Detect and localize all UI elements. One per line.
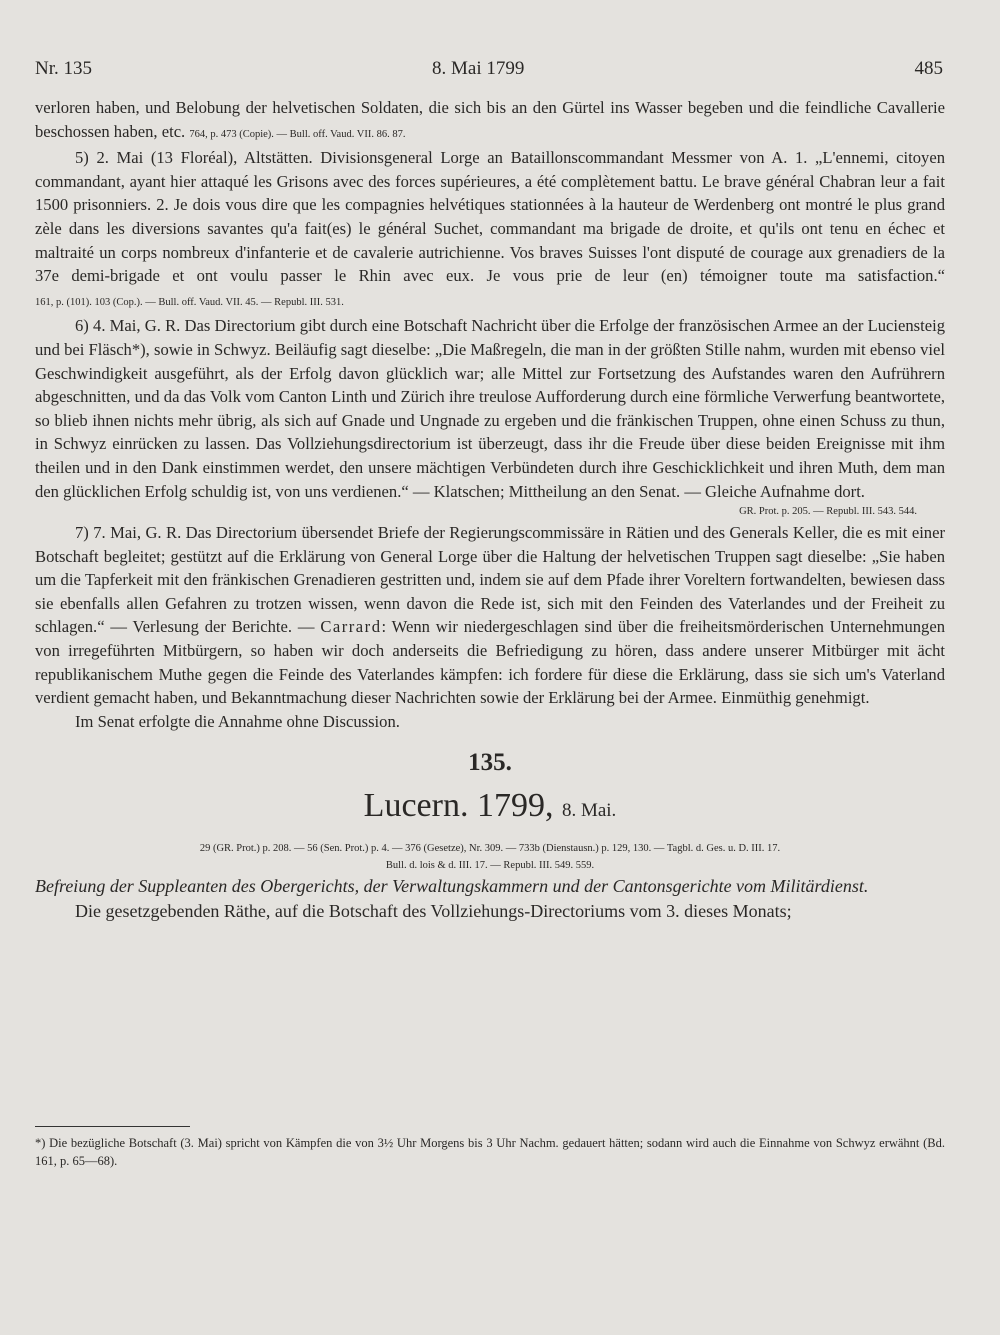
document-subject: Befreiung der Suppleanten des Obergerichts, der Verwaltungskammern und der Cantonsgerichte vom Militärdienst.: [35, 876, 869, 897]
document-number: 135.: [468, 749, 512, 777]
citation: 161, p. (101). 103 (Cop.). — Bull. off. Vaud. VII. 45. — Republ. III. 531.: [35, 296, 344, 308]
header-left: Nr. 135: [35, 58, 92, 79]
document-place-date: [35, 783, 945, 834]
speaker-name: Carrard: [320, 617, 382, 637]
main-text: [35, 96, 945, 924]
paragraph-continued: [35, 96, 945, 146]
paragraph-text: 7) 7. Mai, G. R. Das Directorium übersendet Briefe der Regierungscommissäre in Rätien und des Generals Keller, die es mit einer Botschaft begleitet; gestützt auf die Erklärung von General Lorge über die Haltung der helvetischen Truppen sagt dieselbe: „Sie haben um die Tapferkeit mit den fränkischen Grenadieren gestritten und, indem sie auf dem Pfade ihrer Voreltern fortwandelten, bewiesen dass sie ebenfalls allen Gefahren zu trotzen wissen, wenn davon die Rede ist, sich mit den Feinden des Vaterlandes und der Freiheit zu schlagen.“ — Verlesung der Berichte. —: [35, 523, 945, 637]
footnote-rule: [35, 1126, 190, 1127]
document-date: 8. Mai.: [561, 800, 617, 822]
source-references: [35, 840, 945, 874]
header-date: 8. Mai 1799: [432, 58, 525, 79]
paragraph-text: : Wenn wir niedergeschlagen sind über die freiheitsmörderischen Unternehmungen von irregeführten Mitbürgern, so haben wir doch anderseits die Befriedigung zu hören, dass andere unserer Mitbürger mit ächt republikanischem Muthe gegen die Feinde des Vaterlandes kämpfen: ich fordere für diese die Erklärung, dass sie sich um's Vaterland verdient gemacht haben, und Bekanntmachung dieser Nachrichten sowie der Erklärung bei der Armee. Einmüthig genehmigt.: [35, 617, 945, 708]
paragraph-text: verloren haben, und Belobung der helvetischen Soldaten, die sich bis an den Gürtel ins Wasser begeben und die feindliche Cavallerie beschossen haben, etc.: [35, 98, 945, 141]
paragraph-7: [35, 521, 945, 710]
paragraph-senate: Im Senat erfolgte die Annahme ohne Discussion.: [75, 711, 400, 731]
opening-text: Die gesetzgebenden Räthe, auf die Botschaft des Vollziehungs-Directoriums vom 3. dieses Monats;: [75, 901, 792, 922]
paragraph-text: 5) 2. Mai (13 Floréal), Altstätten. Divisionsgeneral Lorge an Bataillonscommandant Messmer von A. 1. „L'ennemi, citoyen commandant, ayant hier attaqué les Grisons avec des forces supérieures, a été complètement battu. Le brave général Chabran leur a fait 1500 prisonniers. 2. Je dois vous dire que les compagnies helvétiques stationnées à la hauteur de Werdenberg ont montré le plus grand zèle dans les diversions savantes qu'a fait(es) le général Suchet, commandant ma brigade de droite, et qu'ils ont tenu en échec et maltraité un corps nombreux d'infanterie et de cavalerie autrichienne. Vos braves Suisses l'ont disputé de courage aux grenadiers de la 37e demi-brigade et ont voulu passer le Rhin avec eux. Je vous prie de leur (en) témoigner toute ma satisfaction.“: [35, 148, 945, 286]
references-line: Bull. d. lois & d. III. 17. — Republ. III. 549. 559.: [385, 860, 595, 872]
place-year: Lucern. 1799,: [363, 787, 554, 825]
citation: 764, p. 473 (Copie). — Bull. off. Vaud. VII. 86. 87.: [189, 128, 406, 140]
references-line: 29 (GR. Prot.) p. 208. — 56 (Sen. Prot.) p. 4. — 376 (Gesetze), Nr. 309. — 733b (Dienstausn.) p. 129, 130. — Tagbl. d. Ges. u. D. III. 17.: [199, 843, 781, 855]
paragraph-5: [35, 146, 945, 314]
citation: GR. Prot. p. 205. — Republ. III. 543. 544.: [739, 506, 917, 518]
page-number: 485: [914, 58, 943, 79]
footnote: *) Die bezügliche Botschaft (3. Mai) spricht von Kämpfen die von 3½ Uhr Morgens bis 3 Uhr Nachm. gedauert hätten; sodann wird auch die Einnahme von Schwyz erwähnt (Bd. 161, p. 65—68).: [35, 1136, 945, 1168]
paragraph-text: 6) 4. Mai, G. R. Das Directorium gibt durch eine Botschaft Nachricht über die Erfolge der französischen Armee an der Luciensteig und bei Fläsch*), sowie in Schwyz. Beiläufig sagt dieselbe: „Die Maßregeln, die man in der größten Stille nahm, wurden mit ebenso viel Geschwindigkeit ausgeführt, als der Erfolg davon glücklich war; alle Mittel zur Fortsetzung des Aufstandes waren den Aufrührern abgeschnitten, und da das Volk vom Canton Linth und Zürich ihre treulose Aufforderung durch eine förmliche Verwerfung beantwortete, so blieb ihnen nichts mehr übrig, als sich auf Gnade und Ungnade zu ergeben und die fränkischen Truppen, ohne einen Schuss zu thun, in Schwyz einrücken zu lassen. Das Vollziehungsdirectorium ist überzeugt, dass ihr die Freude über diese beiden Ereignisse mit ihm theilen und in den Dank einstimmen werdet, den unsere mächtigen Verbündeten durch ihre Geschicklichkeit und ihren Muth, dem man den glücklichen Erfolg schuldig ist, von uns verdienen.“ — Klatschen; Mittheilung an den Senat. — Gleiche Aufnahme dort.: [35, 316, 945, 501]
paragraph-6: [35, 314, 945, 503]
